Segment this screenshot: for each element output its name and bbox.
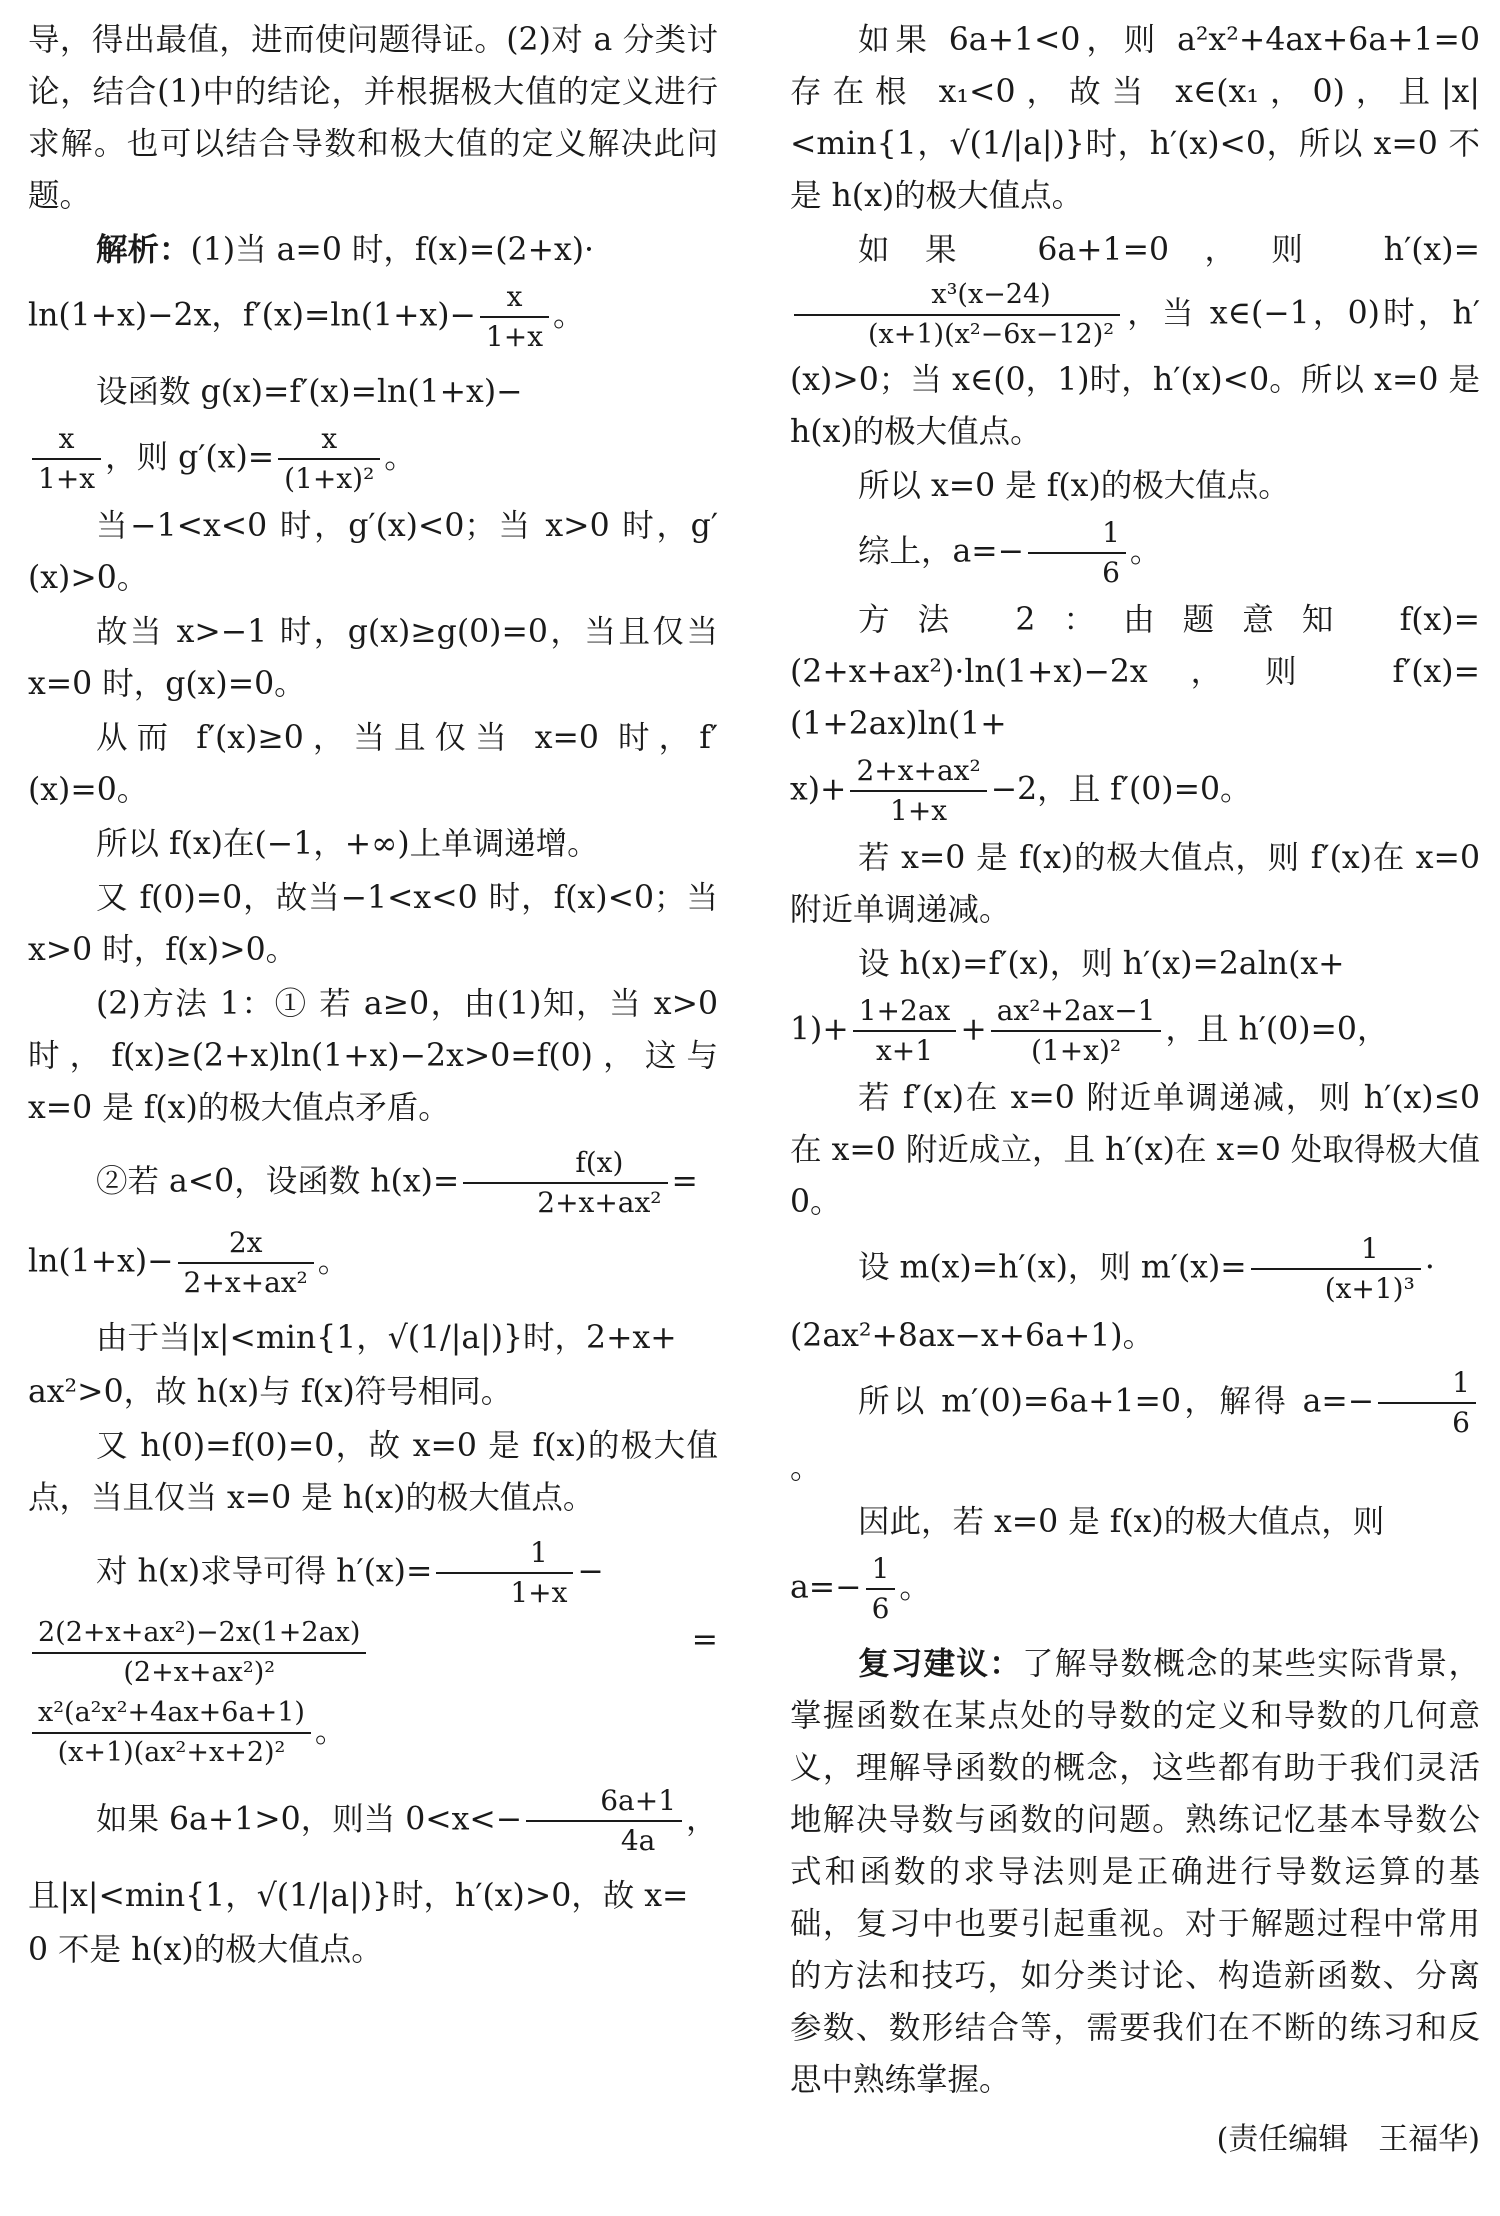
numerator: f(x)	[463, 1144, 667, 1184]
formula-line	[28, 1694, 718, 1772]
formula-line	[790, 1364, 1480, 1494]
numerator: x²(a²x²+4ax+6a+1)	[32, 1694, 311, 1734]
formula-line	[790, 1230, 1480, 1308]
right-column	[790, 14, 1480, 2166]
text: −2，且 f′(0)=0。	[990, 771, 1252, 808]
numerator: 1+2ax	[853, 992, 957, 1032]
text: 。	[553, 297, 585, 334]
text: 。	[384, 439, 416, 476]
paragraph: 0 不是 h(x)的极大值点。	[28, 1932, 383, 1968]
paragraph: 所以 f(x)在(−1，+∞)上单调递增。	[96, 826, 599, 862]
text: ②若 a<0，设函数 h(x)=	[96, 1163, 460, 1200]
formula-line	[28, 278, 718, 356]
denominator: 1+x	[510, 1576, 568, 1609]
formula-line	[790, 992, 1480, 1070]
fraction	[32, 1694, 311, 1772]
numerator: 1	[1378, 1364, 1476, 1404]
formula-line	[790, 1550, 1480, 1628]
formula-line	[28, 1534, 718, 1612]
text: 。	[790, 1450, 822, 1486]
text: 。	[317, 1243, 350, 1280]
paragraph: 且|x|<min{1，√(1/|a|)}时，h′(x)>0，故 x=	[28, 1878, 689, 1914]
denominator: 1+x	[890, 794, 948, 827]
text: 了解导数概念的某些实际背景，掌握函数在某点处的导数的定义和导数的几何意义，理解导函数的概念，这些都有助于我们灵活地解决导数与函数的问题。熟练记忆基本导数公式和函数的求导法则是正确进行导数运算的基础，复习中也要引起重视。对于解题过程中常用的方法和技巧，如分类讨论、构造新函数、分离参数、数形结合等，需要我们在不断的练习和反思中熟练掌握。	[790, 1646, 1480, 2098]
fraction	[436, 1534, 573, 1612]
paragraph: 若 f′(x)在 x=0 附近单调递减，则 h′(x)≤0 在 x=0 附近成立，且 h′(x)在 x=0 处取得极大值 0。	[790, 1080, 1480, 1220]
paragraph: ax²>0，故 h(x)与 f(x)符号相同。	[28, 1374, 513, 1410]
fraction	[1251, 1230, 1421, 1308]
fraction	[794, 276, 1120, 354]
formula-line	[790, 752, 1480, 830]
denominator: (1+x)²	[284, 462, 375, 495]
text: ，当 x∈(−1，0)时，h′(x)>0；当 x∈(0，1)时，h′(x)<0。所以 x=0 是 h(x)的极大值点。	[790, 295, 1480, 450]
paragraph: 若 x=0 是 f(x)的极大值点，则 f′(x)在 x=0 附近单调递减。	[790, 840, 1480, 928]
text: 如果 6a+1>0，则当 0<x<−	[96, 1801, 523, 1838]
formula-line	[28, 1782, 718, 1860]
numerator: 1	[1028, 514, 1126, 554]
paragraph: (2)方法 1：① 若 a≥0，由(1)知，当 x>0 时，f(x)≥(2+x)ln(1+x)−2x>0=f(0)，这与 x=0 是 f(x)的极大值点矛盾。	[28, 986, 718, 1126]
paragraph: 由于当|x|<min{1，√(1/|a|)}时，2+x+	[96, 1320, 677, 1356]
numerator: 1	[866, 1550, 896, 1590]
paragraph: 方法 2：由题意知 f(x)=(2+x+ax²)·ln(1+x)−2x，则 f′(x)=(1+2ax)ln(1+	[790, 602, 1480, 742]
numerator: 1	[1251, 1230, 1421, 1270]
text: 如果 6a+1=0，则 h′(x)=	[858, 232, 1480, 268]
formula-line	[28, 1614, 718, 1692]
formula-line	[28, 1224, 718, 1302]
analysis-paragraph	[28, 224, 718, 276]
text: 所以 m′(0)=6a+1=0，解得 a=−	[858, 1383, 1375, 1420]
text: ln(1+x)−2x，f′(x)=ln(1+x)−	[28, 297, 476, 334]
text: =	[671, 1163, 698, 1200]
text: =	[691, 1622, 718, 1658]
denominator: (1+x)²	[1031, 1034, 1122, 1067]
numerator: 2+x+ax²	[850, 752, 986, 792]
review-advice	[790, 1638, 1480, 2106]
text: 。	[899, 1569, 931, 1606]
left-column	[28, 14, 718, 1978]
fraction	[526, 1782, 682, 1860]
fraction	[178, 1224, 314, 1302]
numerator: 1	[436, 1534, 573, 1574]
formula-line	[28, 420, 718, 498]
paragraph: 如果 6a+1<0，则 a²x²+4ax+6a+1=0 存在根 x₁<0，故当 x∈(x₁，0)，且|x|<min{1，√(1/|a|)}时，h′(x)<0，所以 x=0 不是 h(x)的极大值点。	[790, 22, 1480, 214]
fraction	[480, 278, 549, 356]
denominator: (x+1)(x²−6x−12)²	[868, 319, 1115, 350]
numerator: 2x	[178, 1224, 314, 1264]
fraction	[32, 1614, 366, 1692]
numerator: x	[480, 278, 549, 318]
text: a=−	[790, 1569, 862, 1606]
formula-line	[790, 224, 1480, 458]
text: +	[960, 1011, 987, 1048]
numerator: x³(x−24)	[794, 276, 1120, 316]
numerator: 2(2+x+ax²)−2x(1+2ax)	[32, 1614, 366, 1654]
text: −	[577, 1553, 604, 1590]
fraction	[463, 1144, 667, 1222]
fraction	[1028, 514, 1126, 592]
formula-line	[28, 1144, 718, 1222]
numerator: ax²+2ax−1	[991, 992, 1162, 1032]
numerator: x	[278, 420, 380, 460]
paragraph: 设 h(x)=f′(x)，则 h′(x)=2aln(x+	[858, 946, 1345, 982]
denominator: 4a	[620, 1824, 656, 1857]
paragraph: 故当 x>−1 时，g(x)≥g(0)=0，当且仅当 x=0 时，g(x)=0。	[28, 614, 718, 702]
numerator: 6a+1	[526, 1782, 682, 1822]
text: 综上，a=−	[858, 533, 1025, 570]
paragraph: 又 h(0)=f(0)=0，故 x=0 是 f(x)的极大值点，当且仅当 x=0 是 h(x)的极大值点。	[28, 1428, 718, 1516]
denominator: 6	[1452, 1406, 1470, 1439]
advice-label: 复习建议：	[858, 1646, 1023, 1682]
numerator: x	[32, 420, 101, 460]
text: ，且 h′(0)=0，	[1165, 1011, 1389, 1048]
formula-line	[790, 514, 1480, 592]
text: 。	[314, 1713, 347, 1750]
denominator: 6	[871, 1592, 890, 1625]
text: 设 m(x)=h′(x)，则 m′(x)=	[858, 1249, 1247, 1286]
text: ·	[1424, 1249, 1435, 1286]
analysis-label: 解析：	[96, 232, 191, 268]
fraction	[991, 992, 1162, 1070]
denominator: (x+1)(ax²+x+2)²	[57, 1737, 286, 1768]
fraction	[32, 420, 101, 498]
fraction	[850, 752, 986, 830]
paragraph: 又 f(0)=0，故当−1<x<0 时，f(x)<0；当 x>0 时，f(x)>0。	[28, 880, 718, 968]
denominator: 6	[1102, 556, 1120, 589]
fraction	[278, 420, 380, 498]
paragraph: 当−1<x<0 时，g′(x)<0；当 x>0 时，g′(x)>0。	[28, 508, 718, 596]
paragraph: 所以 x=0 是 f(x)的极大值点。	[858, 468, 1290, 504]
text: ln(1+x)−	[28, 1243, 174, 1280]
text: 1)+	[790, 1011, 849, 1048]
denominator: (2+x+ax²)²	[123, 1657, 276, 1688]
denominator: 2+x+ax²	[537, 1186, 662, 1219]
fraction	[866, 1550, 896, 1628]
denominator: 1+x	[38, 462, 96, 495]
text: 对 h(x)求导可得 h′(x)=	[96, 1553, 433, 1590]
text: x)+	[790, 771, 847, 808]
fraction	[1378, 1364, 1476, 1442]
paragraph: 导，得出最值，进而使问题得证。(2)对 a 分类讨论，结合(1)中的结论，并根据极大值的定义进行求解。也可以结合导数和极大值的定义解决此问题。	[28, 22, 718, 214]
text: (1)当 a=0 时，f(x)=(2+x)·	[190, 232, 595, 268]
text: ，	[686, 1801, 718, 1838]
text: ，则 g′(x)=	[105, 439, 275, 476]
paragraph: 设函数 g(x)=f′(x)=ln(1+x)−	[96, 374, 523, 410]
text: 。	[1129, 533, 1162, 570]
denominator: x+1	[875, 1034, 934, 1067]
paragraph: (2ax²+8ax−x+6a+1)。	[790, 1318, 1155, 1354]
editor-signature: (责任编辑 王福华)	[1216, 2122, 1480, 2157]
denominator: (x+1)³	[1324, 1272, 1415, 1305]
fraction	[853, 992, 957, 1070]
denominator: 1+x	[485, 320, 543, 353]
denominator: 2+x+ax²	[183, 1266, 308, 1299]
paragraph: 因此，若 x=0 是 f(x)的极大值点，则	[858, 1504, 1385, 1540]
paragraph: 从而 f′(x)≥0，当且仅当 x=0 时，f′(x)=0。	[28, 720, 718, 808]
